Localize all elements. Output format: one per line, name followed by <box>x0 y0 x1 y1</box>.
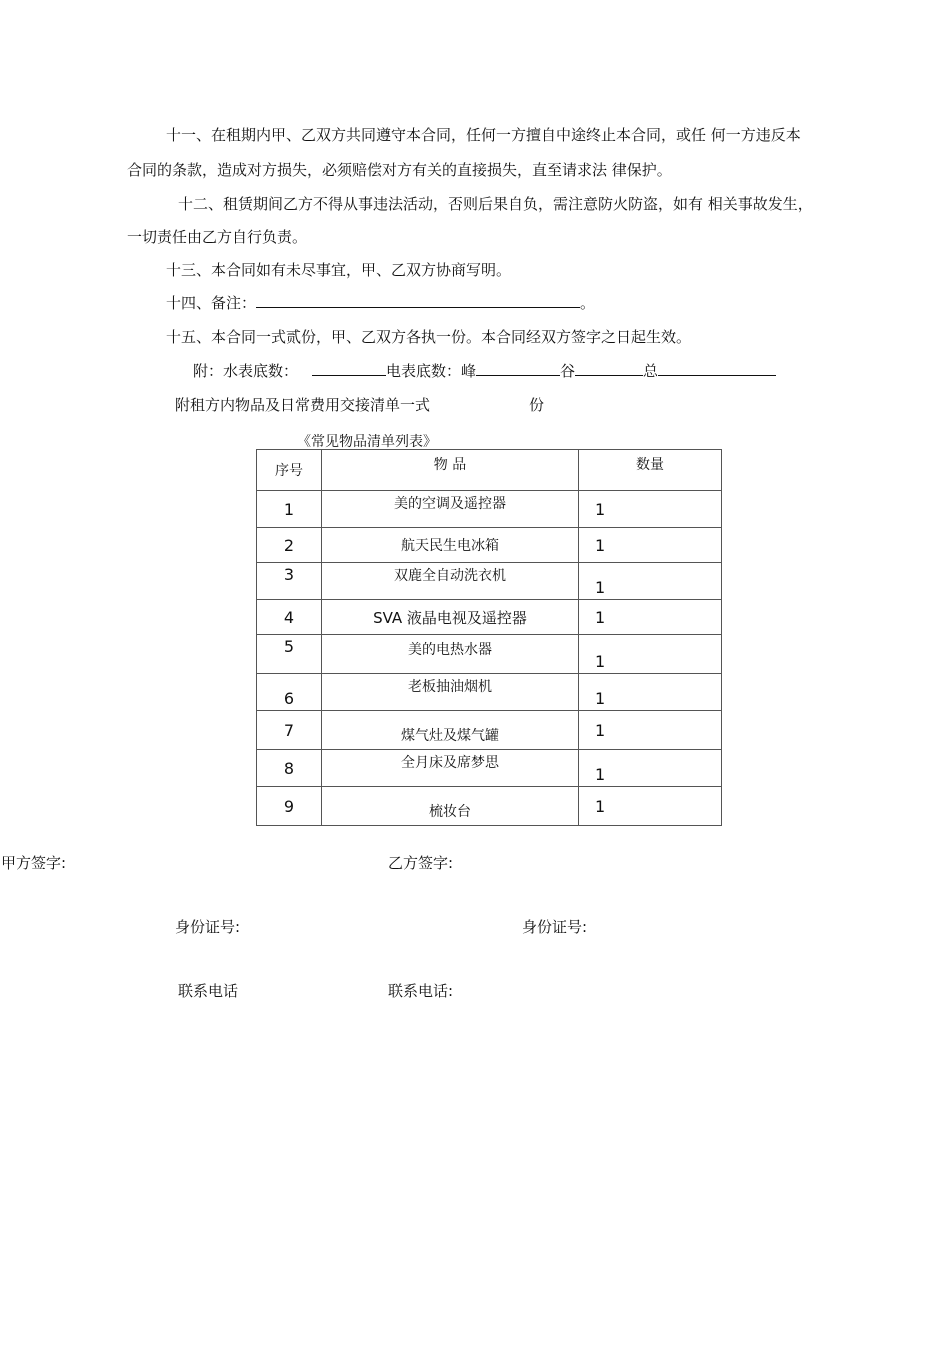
table-header-row <box>257 450 722 491</box>
clause-13: 十三、本合同如有未尽事宜，甲、乙双方协商写明。 <box>166 261 512 279</box>
table-row <box>257 491 722 528</box>
row-no: 8 <box>257 750 322 787</box>
header-no: 序号 <box>257 450 322 491</box>
header-qty: 数量 <box>579 450 722 491</box>
row-no: 4 <box>257 600 322 635</box>
row-item: 梳妆台 <box>322 787 579 826</box>
row-item: 美的空调及遥控器 <box>322 491 579 528</box>
inventory-caption: 《常见物品清单列表》 <box>297 434 437 450</box>
remarks-blank[interactable] <box>256 293 580 308</box>
table-row <box>257 750 722 787</box>
party-b-phone: 联系电话: <box>388 982 454 1000</box>
row-no: 6 <box>257 674 322 711</box>
table-row <box>257 635 722 674</box>
row-no: 9 <box>257 787 322 826</box>
row-item: SVA 液晶电视及遥控器 <box>322 600 579 635</box>
table-row <box>257 711 722 750</box>
clause-11-line-2: 合同的条款，造成对方损失，必须赔偿对方有关的直接损失，直至请求法 律保护。 <box>127 161 672 179</box>
table-row <box>257 563 722 600</box>
row-item: 煤气灶及煤气罐 <box>322 711 579 750</box>
row-qty: 1 <box>579 674 722 711</box>
row-no: 5 <box>257 635 322 674</box>
row-qty: 1 <box>579 528 722 563</box>
valley-blank[interactable] <box>575 361 643 376</box>
table-row <box>257 528 722 563</box>
total-blank[interactable] <box>658 361 776 376</box>
header-item: 物 品 <box>322 450 579 491</box>
row-item: 全月床及席梦思 <box>322 750 579 787</box>
valley-label: 谷 <box>560 362 576 380</box>
clause-14 <box>166 293 595 313</box>
table-row <box>257 787 722 826</box>
row-qty: 1 <box>579 635 722 674</box>
table-row <box>257 674 722 711</box>
party-a-signature: 甲方签字: <box>1 854 67 872</box>
party-b-signature: 乙方签字: <box>388 854 454 872</box>
row-qty: 1 <box>579 750 722 787</box>
row-no: 2 <box>257 528 322 563</box>
clause-12-line-2: 一切责任由乙方自行负责。 <box>127 228 308 246</box>
attachment-unit: 份 <box>529 396 545 414</box>
row-qty: 1 <box>579 787 722 826</box>
table-row <box>257 600 722 635</box>
clause-14-end: 。 <box>580 294 596 312</box>
row-no: 7 <box>257 711 322 750</box>
row-qty: 1 <box>579 600 722 635</box>
row-item: 老板抽油烟机 <box>322 674 579 711</box>
attachment-note: 附租方内物品及日常费用交接清单一式 <box>175 396 431 414</box>
peak-blank[interactable] <box>476 361 560 376</box>
row-no: 1 <box>257 491 322 528</box>
water-meter-blank[interactable] <box>312 361 386 376</box>
clause-12-line-1: 十二、租赁期间乙方不得从事违法活动，否则后果自负，需注意防火防盗，如有 相关事故发生， <box>178 195 813 213</box>
meter-readings <box>193 361 776 381</box>
row-qty: 1 <box>579 711 722 750</box>
inventory-table <box>256 449 722 826</box>
electric-meter-label: 电表底数：峰 <box>386 362 477 380</box>
water-meter-label: 附：水表底数： <box>193 362 299 380</box>
party-a-phone: 联系电话 <box>178 982 239 1000</box>
row-item: 双鹿全自动洗衣机 <box>322 563 579 600</box>
row-item: 航天民生电冰箱 <box>322 528 579 563</box>
row-no: 3 <box>257 563 322 600</box>
party-b-id: 身份证号: <box>522 918 588 936</box>
clause-11-line-1: 十一、在租期内甲、乙双方共同遵守本合同，任何一方擅自中途终止本合同，或任 何一方违反本 <box>166 126 801 144</box>
party-a-id: 身份证号: <box>175 918 241 936</box>
clause-14-label: 十四、备注： <box>166 294 257 312</box>
row-qty: 1 <box>579 491 722 528</box>
row-item: 美的电热水器 <box>322 635 579 674</box>
clause-15: 十五、本合同一式贰份，甲、乙双方各执一份。本合同经双方签字之日起生效。 <box>166 328 692 346</box>
row-qty: 1 <box>579 563 722 600</box>
total-label: 总 <box>643 362 659 380</box>
